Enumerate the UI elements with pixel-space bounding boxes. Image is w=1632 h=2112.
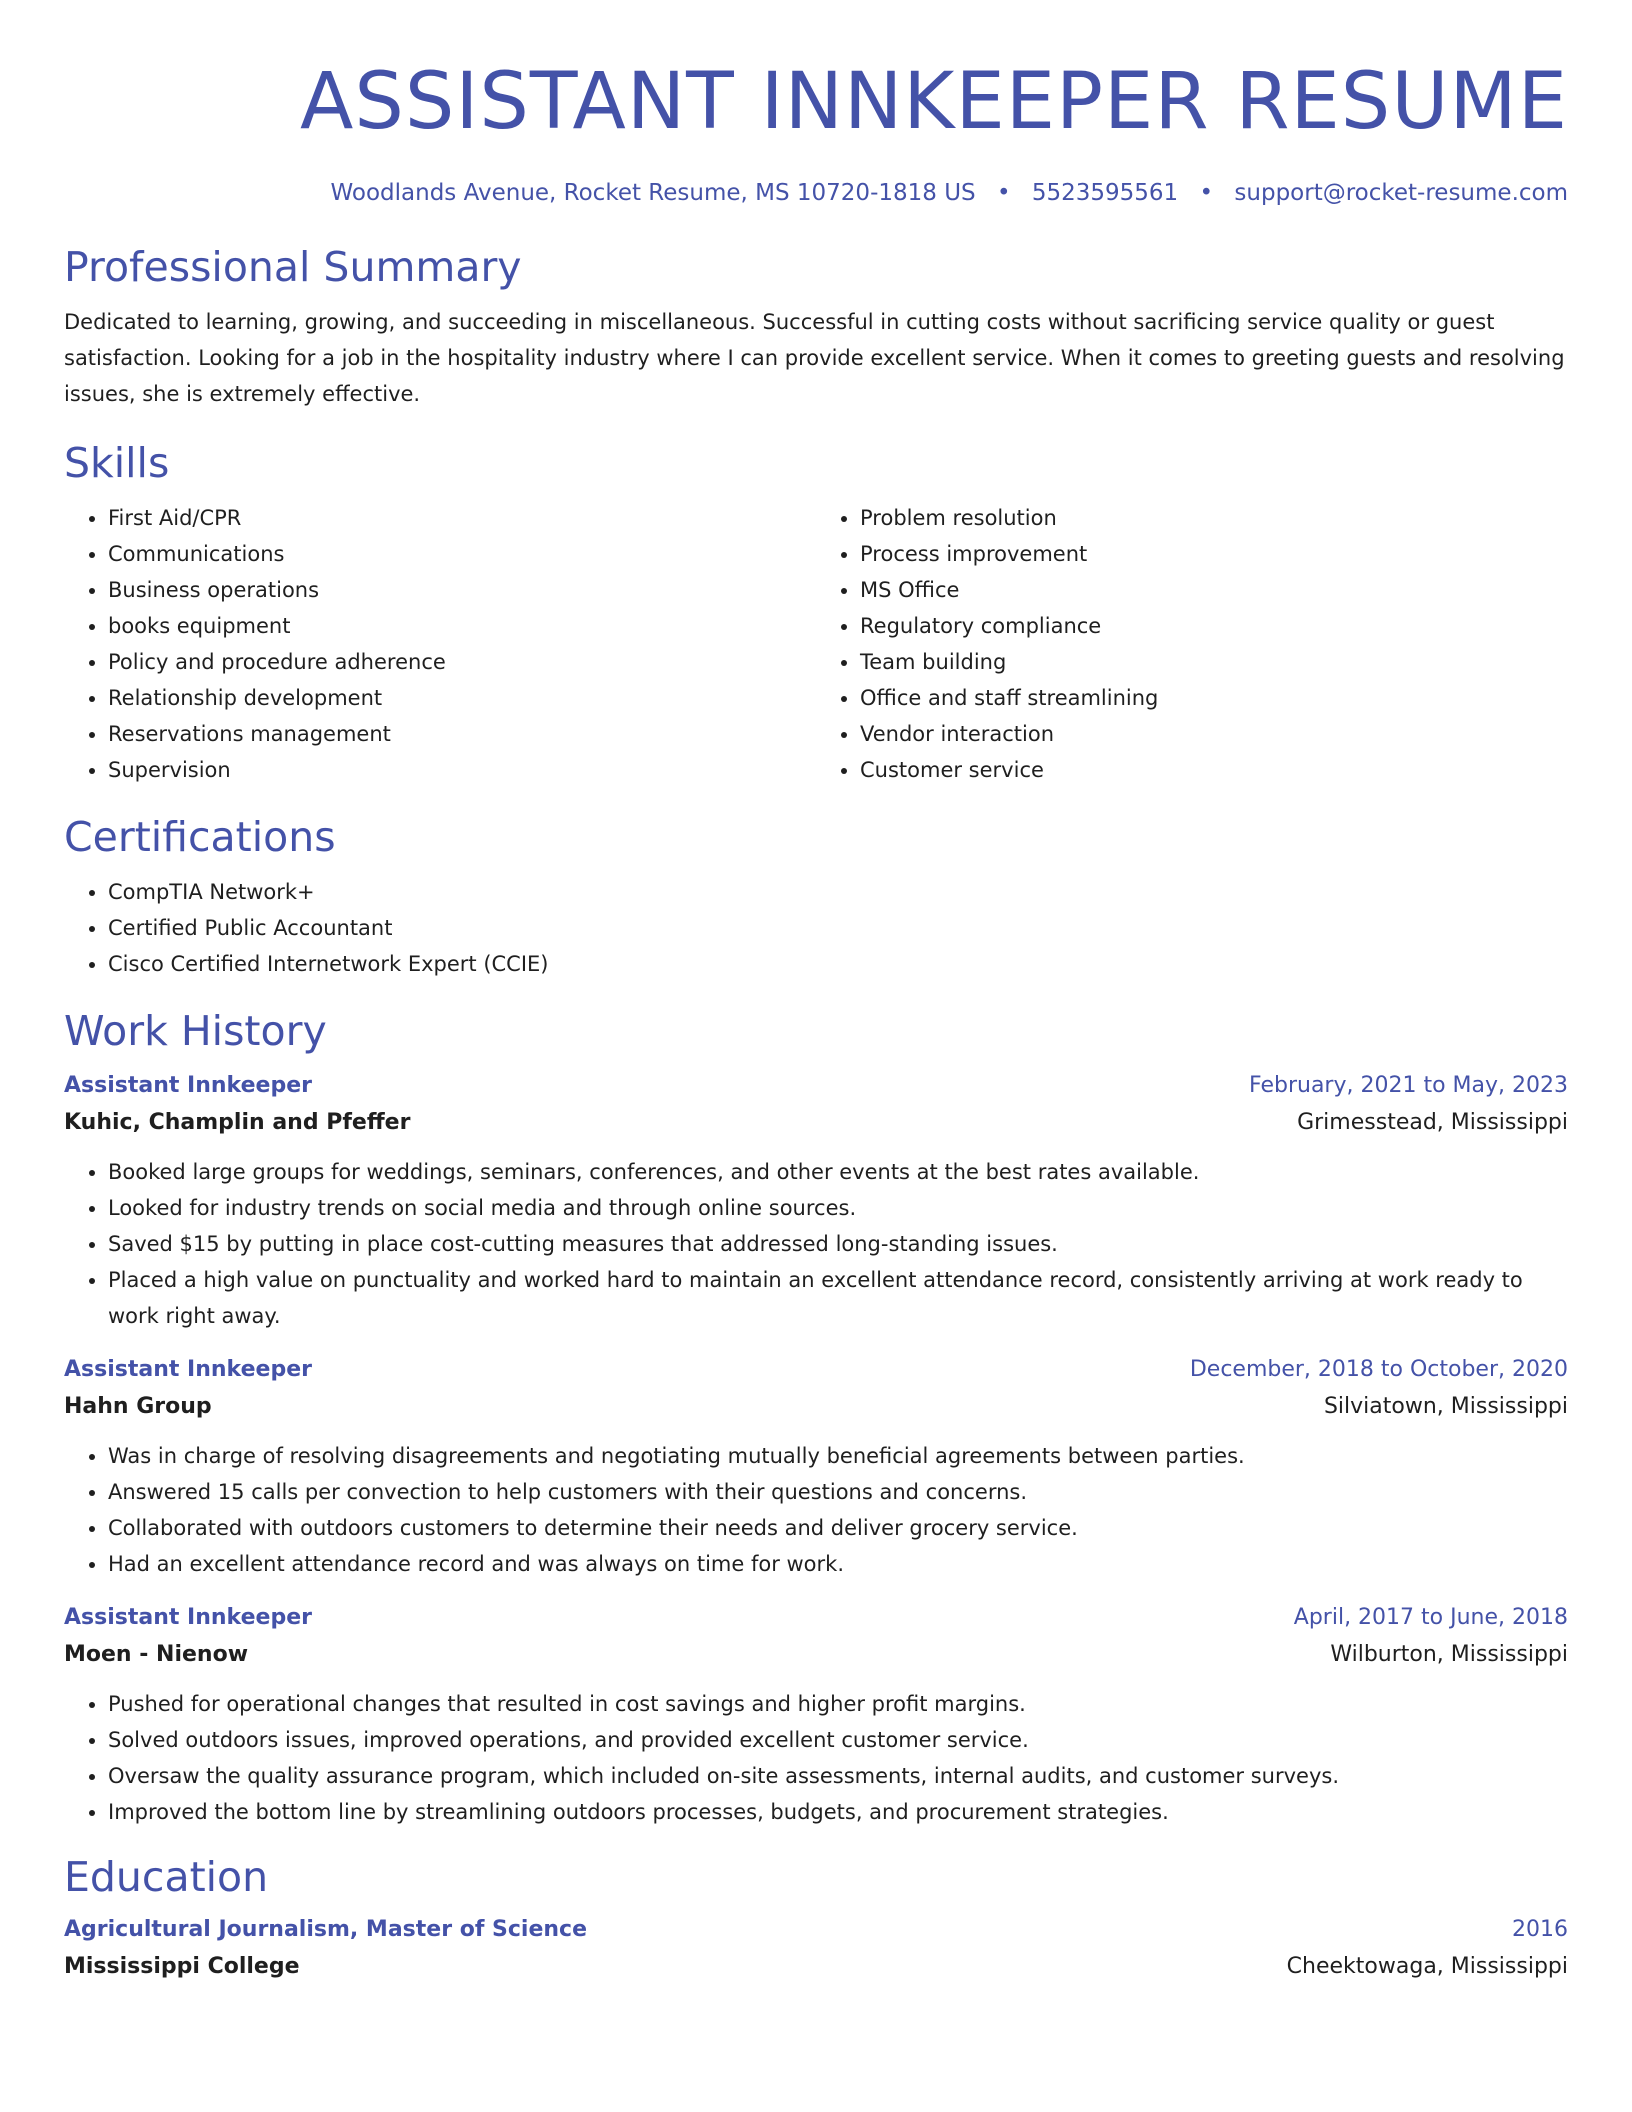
- job-title: Assistant Innkeeper: [64, 1605, 312, 1630]
- job-dates: February, 2021 to May, 2023: [1249, 1073, 1568, 1098]
- company-name: Hahn Group: [64, 1394, 212, 1419]
- job-entry: [64, 1600, 1568, 1830]
- skill-item: • Communications: [108, 536, 816, 572]
- certification-item: • Certified Public Accountant: [108, 910, 1568, 946]
- skills-columns: [64, 500, 1568, 788]
- skill-item: • Process improvement: [860, 536, 1568, 572]
- job-bullet: • Answered 15 calls per convection to help customers with their questions and concerns.: [108, 1474, 1568, 1510]
- job-company-row: [64, 1636, 1568, 1674]
- job-title: Assistant Innkeeper: [64, 1357, 312, 1382]
- education-entry: [64, 1912, 1568, 1986]
- job-location: Grimesstead, Mississippi: [1297, 1110, 1568, 1135]
- job-entry: [64, 1068, 1568, 1334]
- job-company-row: [64, 1104, 1568, 1142]
- certifications-heading: Certifications: [64, 813, 336, 861]
- skill-item: • Relationship development: [108, 680, 816, 716]
- separator-dot: •: [1199, 180, 1214, 206]
- phone-text: 5523595561: [1031, 180, 1179, 206]
- job-title: Assistant Innkeeper: [64, 1073, 312, 1098]
- job-header-row: [64, 1600, 1568, 1636]
- education-header-row: [64, 1912, 1568, 1948]
- summary-section: [64, 242, 1568, 412]
- certifications-section: [64, 812, 1568, 982]
- certifications-list: [64, 874, 1568, 982]
- summary-text: Dedicated to learning, growing, and succeeding in miscellaneous. Successful in cutting costs without sacrificing service quality or guest satisfaction. Looking for a job in the hospitality industry where I can provide excellent service. When it comes to greeting guests and resolving issues, she is extremely effective.: [64, 310, 1565, 406]
- skill-item: • books equipment: [108, 608, 816, 644]
- skills-list-left: [64, 500, 816, 788]
- job-bullets: [64, 1438, 1568, 1582]
- education-year: 2016: [1512, 1917, 1568, 1942]
- job-bullets: [64, 1154, 1568, 1334]
- school-name: Mississippi College: [64, 1954, 300, 1979]
- skill-item: • Vendor interaction: [860, 716, 1568, 752]
- skill-item: • First Aid/CPR: [108, 500, 816, 536]
- skills-section: [64, 438, 1568, 788]
- skills-list-right: [816, 500, 1568, 788]
- job-bullet: • Oversaw the quality assurance program, which included on-site assessments, internal audits, and customer surveys.: [108, 1758, 1568, 1794]
- job-bullet: • Booked large groups for weddings, seminars, conferences, and other events at the best rates available.: [108, 1154, 1568, 1190]
- skill-item: • Supervision: [108, 752, 816, 788]
- skill-item: • Customer service: [860, 752, 1568, 788]
- job-dates: April, 2017 to June, 2018: [1293, 1605, 1568, 1630]
- job-bullet: • Pushed for operational changes that resulted in cost savings and higher profit margins.: [108, 1686, 1568, 1722]
- skills-heading: Skills: [64, 439, 170, 487]
- skill-item: • Office and staff streamlining: [860, 680, 1568, 716]
- job-bullet: • Saved $15 by putting in place cost-cutting measures that addressed long-standing issues.: [108, 1226, 1568, 1262]
- education-heading: Education: [64, 1853, 269, 1901]
- job-bullet: • Looked for industry trends on social media and through online sources.: [108, 1190, 1568, 1226]
- separator-dot: •: [996, 180, 1011, 206]
- company-name: Kuhic, Champlin and Pfeffer: [64, 1110, 411, 1135]
- work-history-section: [64, 1006, 1568, 1830]
- job-bullet: • Was in charge of resolving disagreements and negotiating mutually beneficial agreements between parties.: [108, 1438, 1568, 1474]
- job-bullets: [64, 1686, 1568, 1830]
- email-link[interactable]: support@rocket-resume.com: [1234, 180, 1568, 206]
- skill-item: • Business operations: [108, 572, 816, 608]
- school-location: Cheektowaga, Mississippi: [1286, 1954, 1568, 1979]
- address-text: Woodlands Avenue, Rocket Resume, MS 10720-1818 US: [330, 180, 976, 206]
- job-location: Silviatown, Mississippi: [1323, 1394, 1568, 1419]
- skill-item: • Policy and procedure adherence: [108, 644, 816, 680]
- certification-item: • Cisco Certified Internetwork Expert (CCIE): [108, 946, 1568, 982]
- skill-item: • MS Office: [860, 572, 1568, 608]
- degree-title: Agricultural Journalism, Master of Science: [64, 1917, 588, 1942]
- education-section: [64, 1852, 1568, 1986]
- summary-heading: Professional Summary: [64, 243, 522, 291]
- job-bullet: • Improved the bottom line by streamlining outdoors processes, budgets, and procurement strategies.: [108, 1794, 1568, 1830]
- certification-item: • CompTIA Network+: [108, 874, 1568, 910]
- contact-line: [64, 178, 1568, 208]
- job-bullet: • Solved outdoors issues, improved operations, and provided excellent customer service.: [108, 1722, 1568, 1758]
- job-bullet: • Placed a high value on punctuality and worked hard to maintain an excellent attendance record, consistently arriving at work ready to work right away.: [108, 1262, 1568, 1334]
- job-location: Wilburton, Mississippi: [1330, 1642, 1568, 1667]
- job-bullet: • Collaborated with outdoors customers to determine their needs and deliver grocery service.: [108, 1510, 1568, 1546]
- skill-item: • Problem resolution: [860, 500, 1568, 536]
- job-company-row: [64, 1388, 1568, 1426]
- job-entry: [64, 1352, 1568, 1582]
- company-name: Moen - Nienow: [64, 1642, 249, 1667]
- work-history-heading: Work History: [64, 1007, 327, 1055]
- job-bullet: • Had an excellent attendance record and was always on time for work.: [108, 1546, 1568, 1582]
- job-header-row: [64, 1352, 1568, 1388]
- skill-item: • Reservations management: [108, 716, 816, 752]
- job-dates: December, 2018 to October, 2020: [1189, 1357, 1568, 1382]
- resume-title: ASSISTANT INNKEEPER RESUME: [299, 57, 1568, 147]
- skill-item: • Regulatory compliance: [860, 608, 1568, 644]
- skill-item: • Team building: [860, 644, 1568, 680]
- job-header-row: [64, 1068, 1568, 1104]
- education-school-row: [64, 1948, 1568, 1986]
